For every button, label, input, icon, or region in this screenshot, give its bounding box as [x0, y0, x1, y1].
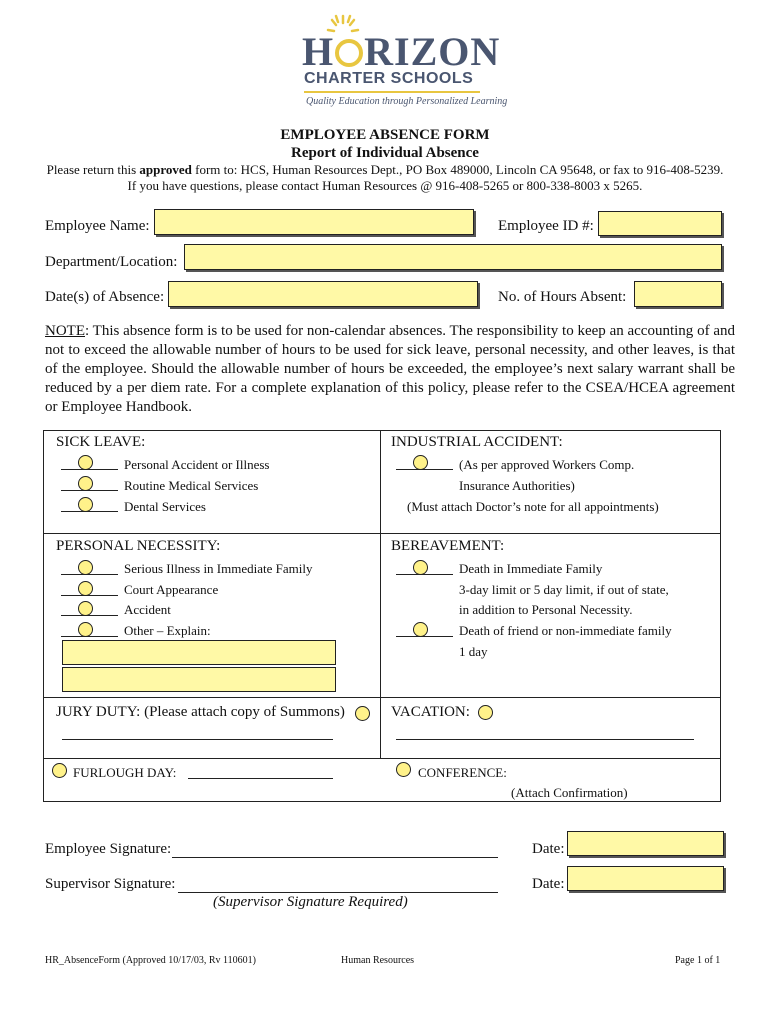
option-label: Serious Illness in Immediate Family [124, 561, 313, 576]
option-label: (As per approved Workers Comp. [459, 457, 635, 472]
furlough-radio[interactable] [52, 763, 67, 778]
radio-icon[interactable] [78, 622, 93, 637]
employee-id-label: Employee ID #: [498, 218, 594, 234]
jury-duty-title: JURY DUTY: (Please attach copy of Summons) [56, 704, 345, 720]
vacation-line[interactable] [396, 739, 694, 740]
option-label: Dental Services [124, 499, 206, 514]
employee-date-field[interactable] [567, 831, 724, 856]
logo-o-icon [335, 39, 363, 67]
industrial-note: (Must attach Doctor’s note for all appointments) [407, 499, 659, 514]
employee-signature-line[interactable] [172, 857, 498, 858]
conference-title: CONFERENCE: [418, 765, 507, 780]
furlough-line[interactable] [188, 778, 333, 779]
sick-leave-title: SICK LEAVE: [56, 434, 146, 450]
vacation-title: VACATION: [391, 704, 470, 720]
employee-name-field[interactable] [154, 209, 474, 235]
radio-icon[interactable] [78, 497, 93, 512]
note-label: NOTE [45, 323, 85, 339]
employee-id-field[interactable] [598, 211, 722, 236]
option-label: Routine Medical Services [124, 478, 259, 493]
instructions-line-1: Please return this approved form to: HCS, Human Resources Dept., PO Box 489000, Lincoln CA 95648, or fax to 916-408-5239. [46, 162, 724, 177]
form-title: EMPLOYEE ABSENCE FORM [280, 127, 490, 143]
footer-left: HR_AbsenceForm (Approved 10/17/03, Rv 110601) [45, 955, 256, 966]
conference-note: (Attach Confirmation) [511, 785, 628, 800]
bereavement-note-3: 1 day [459, 644, 488, 659]
option-label: Accident [124, 602, 171, 617]
bereavement-note-1: 3-day limit or 5 day limit, if out of state, [459, 582, 669, 597]
jury-duty-radio[interactable] [355, 706, 370, 721]
option-label: Personal Accident or Illness [124, 457, 270, 472]
radio-icon[interactable] [413, 455, 428, 470]
employee-signature-label: Employee Signature: [45, 841, 172, 857]
supervisor-date-field[interactable] [567, 866, 724, 891]
explain-field-1[interactable] [62, 640, 336, 665]
note-paragraph: NOTE: This absence form is to be used for non-calendar absences. The responsibility to keep an accounting of and not to exceed the allowable number of hours to be used for sick leave, personal necessity, and other leaves, is that of the employee. Should the allowable number of hours be exceeded, the employee’s next salary warrant shall be reduced by a per diem rate. For a complete explanation of this policy, please refer to the CSEA/HCEA agreement or Employee Handbook. [45, 323, 735, 415]
form-subtitle: Report of Individual Absence [291, 145, 479, 161]
radio-icon[interactable] [78, 581, 93, 596]
conference-radio[interactable] [396, 762, 411, 777]
employee-name-label: Employee Name: [45, 218, 150, 234]
industrial-option-line2: Insurance Authorities) [459, 478, 575, 493]
option-label: Death of friend or non-immediate family [459, 623, 672, 638]
supervisor-signature-label: Supervisor Signature: [45, 876, 176, 892]
radio-icon[interactable] [78, 455, 93, 470]
department-field[interactable] [184, 244, 722, 270]
explain-field-2[interactable] [62, 667, 336, 692]
dates-label: Date(s) of Absence: [45, 289, 165, 305]
bereavement-note-2: in addition to Personal Necessity. [459, 602, 633, 617]
radio-icon[interactable] [413, 622, 428, 637]
hours-field[interactable] [634, 281, 722, 307]
supervisor-signature-line[interactable] [178, 892, 498, 893]
logo-tagline: Quality Education through Personalized Learning [306, 96, 508, 107]
department-label: Department/Location: [45, 254, 178, 270]
supervisor-date-label: Date: [532, 876, 565, 892]
option-label: Other – Explain: [124, 623, 211, 638]
hours-label: No. of Hours Absent: [498, 289, 627, 305]
employee-date-label: Date: [532, 841, 565, 857]
radio-icon[interactable] [78, 601, 93, 616]
dates-field[interactable] [168, 281, 478, 307]
supervisor-required-note: (Supervisor Signature Required) [213, 894, 408, 910]
logo-brand-h: H [302, 29, 335, 74]
logo [300, 14, 508, 110]
radio-icon[interactable] [413, 560, 428, 575]
option-label: Death in Immediate Family [459, 561, 603, 576]
logo-brand-rest: RIZON [364, 29, 501, 74]
bereavement-title: BEREAVEMENT: [391, 538, 505, 554]
jury-duty-line[interactable] [62, 739, 333, 740]
furlough-title: FURLOUGH DAY: [73, 765, 177, 780]
radio-icon[interactable] [78, 476, 93, 491]
footer-center: Human Resources [341, 955, 415, 966]
personal-necessity-title: PERSONAL NECESSITY: [56, 538, 221, 554]
industrial-accident-title: INDUSTRIAL ACCIDENT: [391, 434, 563, 450]
footer-right: Page 1 of 1 [675, 955, 721, 966]
option-label: Court Appearance [124, 582, 219, 597]
vacation-radio[interactable] [478, 705, 493, 720]
logo-sub: CHARTER SCHOOLS [304, 70, 474, 87]
instructions-line-2: If you have questions, please contact Human Resources @ 916-408-5265 or 800-338-8003 x 5265. [127, 178, 643, 193]
radio-icon[interactable] [78, 560, 93, 575]
